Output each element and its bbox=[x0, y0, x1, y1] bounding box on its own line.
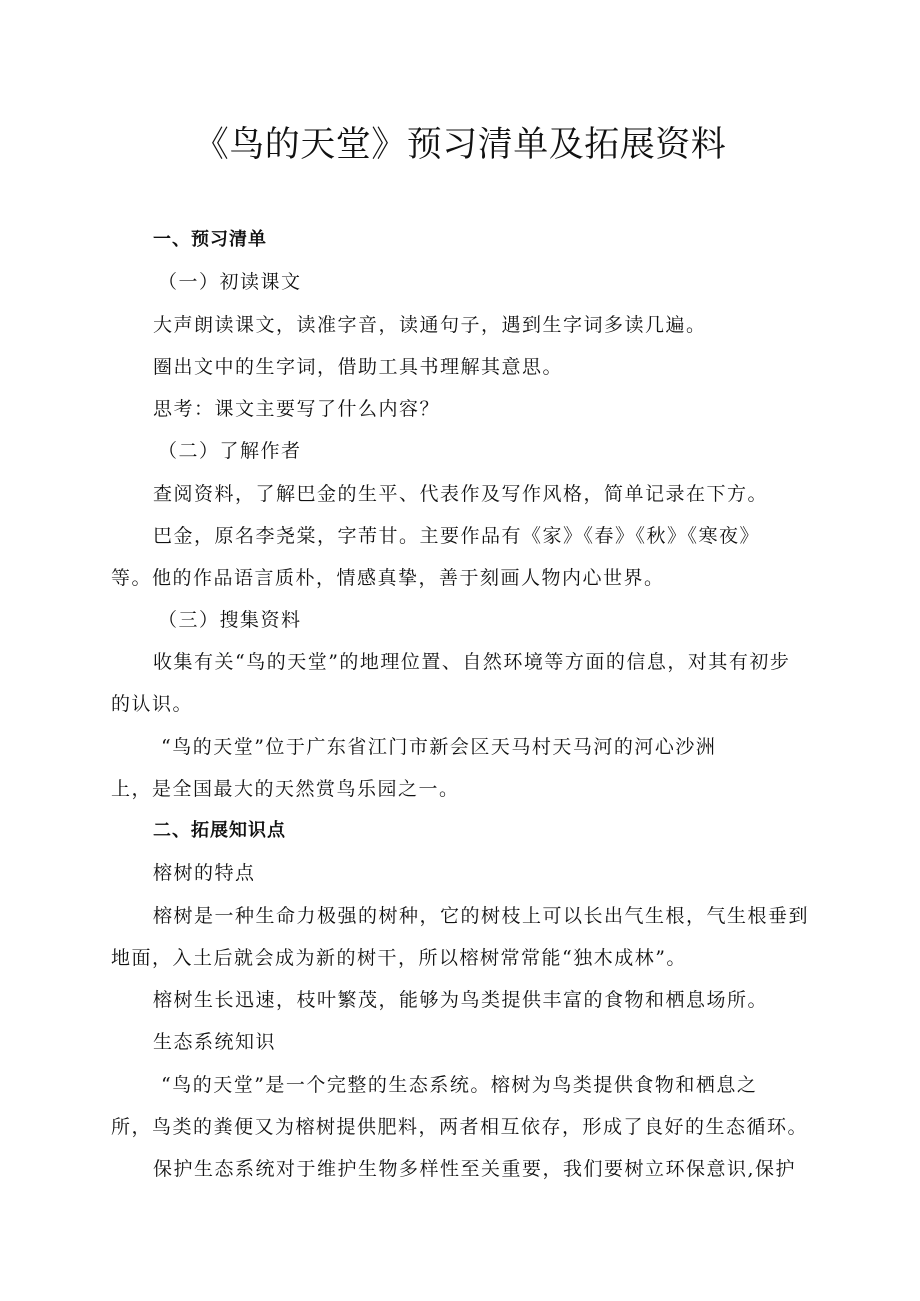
paragraph: 保护生态系统对于维护生物多样性至关重要，我们要树立环保意识,保护 bbox=[153, 1158, 797, 1180]
paragraph-continued: 所，鸟类的粪便又为榕树提供肥料，两者相互依存，形成了良好的生态循环。 bbox=[111, 1116, 809, 1138]
subheading-about-author: （二）了解作者 bbox=[158, 440, 302, 462]
document-title: 《鸟的天堂》预习清单及拓展资料 bbox=[193, 125, 727, 165]
paragraph-continued: 上，是全国最大的天然赏鸟乐园之一。 bbox=[111, 778, 460, 800]
subheading-collect-materials: （三）搜集资料 bbox=[158, 609, 302, 631]
paragraph: 榕树是一种生命力极强的树种，它的树枝上可以长出气生根，气生根垂到 bbox=[153, 905, 810, 927]
paragraph-continued: 地面，入土后就会成为新的树干，所以榕树常常能“独木成林”。 bbox=[111, 947, 687, 969]
paragraph: 思考：课文主要写了什么内容？ bbox=[153, 398, 441, 420]
paragraph: 查阅资料，了解巴金的生平、代表作及写作风格，简单记录在下方。 bbox=[153, 483, 769, 505]
paragraph-continued: 等。他的作品语言质朴，情感真挚，善于刻画人物内心世界。 bbox=[111, 567, 665, 589]
section-heading-extension: 二、拓展知识点 bbox=[153, 820, 286, 841]
subheading-first-reading: （一）初读课文 bbox=[158, 271, 302, 293]
section-heading-preview: 一、预习清单 bbox=[153, 229, 267, 250]
paragraph: 收集有关“鸟的天堂”的地理位置、自然环境等方面的信息，对其有初步 bbox=[153, 651, 791, 673]
paragraph: “鸟的天堂”位于广东省江门市新会区天马村天马河的河心沙洲 bbox=[161, 736, 717, 758]
paragraph: “鸟的天堂”是一个完整的生态系统。榕树为鸟类提供食物和栖息之 bbox=[161, 1074, 758, 1096]
paragraph: 大声朗读课文，读准字音，读通句子，遇到生字词多读几遍。 bbox=[153, 314, 707, 336]
subheading-banyan-traits: 榕树的特点 bbox=[153, 862, 256, 884]
paragraph: 榕树生长迅速，枝叶繁茂，能够为鸟类提供丰富的食物和栖息场所。 bbox=[153, 989, 769, 1011]
subheading-ecosystem: 生态系统知识 bbox=[153, 1031, 277, 1053]
paragraph: 圈出文中的生字词，借助工具书理解其意思。 bbox=[153, 356, 564, 378]
paragraph-continued: 的认识。 bbox=[111, 693, 194, 715]
paragraph: 巴金，原名李尧棠，字芾甘。主要作品有《家》《春》《秋》《寒夜》 bbox=[153, 525, 761, 547]
